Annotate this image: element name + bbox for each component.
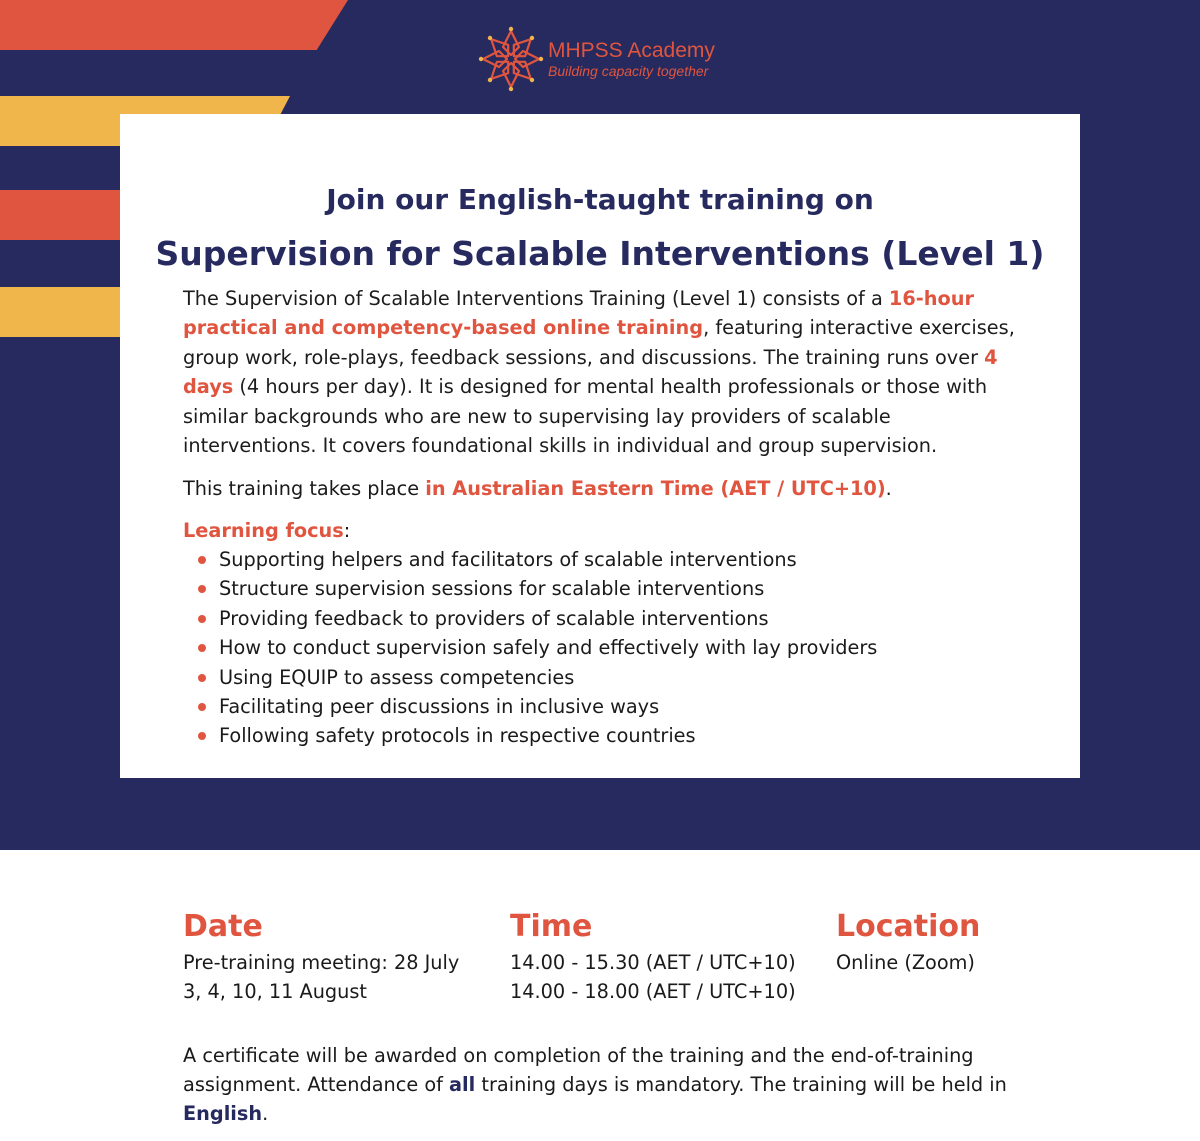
certificate-text-1: A certificate will be awarded on completion of the training and the end-of-training assignment. Attendance of: [183, 1044, 974, 1096]
description-highlight-duration: 16-hour practical and competency-based online training: [183, 287, 974, 340]
description-text-1: The Supervision of Scalable Interventions Training (Level 1) consists of a: [183, 287, 889, 310]
list-item-text: Supporting helpers and facilitators of scalable interventions: [219, 548, 797, 571]
time-section: [510, 906, 796, 1006]
decorative-stripe-coral-top: [0, 0, 348, 50]
certificate-text-3: .: [262, 1102, 269, 1125]
list-item: [183, 604, 877, 633]
certificate-emphasis-all: all: [449, 1073, 476, 1096]
bullet-icon: [198, 674, 206, 682]
list-item-text: Using EQUIP to assess competencies: [219, 665, 575, 689]
list-item: [183, 633, 877, 662]
training-description: [183, 284, 1023, 460]
bullet-icon: [198, 703, 206, 711]
learning-focus-label: Learning focus: [183, 519, 344, 542]
mhpss-academy-logo-mark-icon: [478, 26, 544, 92]
list-item-text: Following safety protocols in respective countries: [219, 724, 696, 748]
list-item-text: Providing feedback to providers of scalable interventions: [219, 606, 769, 630]
description-text-2: , featuring interactive exercises, group work, role-plays, feedback sessions, and discussions. The training runs over: [183, 316, 1015, 369]
timezone-prefix: This training takes place: [183, 477, 426, 500]
bullet-icon: [198, 644, 206, 652]
list-item: [183, 692, 877, 721]
learning-focus-colon: :: [343, 519, 351, 542]
training-info-card: [120, 114, 1080, 778]
location-section: [836, 906, 980, 977]
learning-focus-heading: [183, 516, 350, 545]
mhpss-academy-logo: [478, 26, 715, 92]
location-heading: Location: [836, 909, 981, 944]
logo-title: MHPSS Academy: [548, 39, 715, 62]
location-line: Online (Zoom): [836, 951, 975, 974]
description-text-3: (4 hours per day). It is designed for mental health professionals or those with similar backgrounds who are new to supervising lay providers of scalable interventions. It covers foundational skills in individual and group supervision.: [183, 375, 988, 458]
list-item-text: Structure supervision sessions for scalable interventions: [219, 577, 765, 601]
list-item-text: Facilitating peer discussions in inclusive ways: [219, 695, 660, 719]
training-title: Supervision for Scalable Interventions (Level 1): [155, 234, 1045, 273]
list-item: [183, 721, 877, 750]
description-highlight-days: 4 days: [183, 345, 998, 399]
list-item: [183, 663, 877, 692]
time-heading: Time: [510, 909, 593, 944]
timezone-highlight: in Australian Eastern Time (AET / UTC+10): [425, 477, 886, 500]
date-line-pretraining: Pre-training meeting: 28 July: [183, 951, 460, 974]
date-section: [183, 906, 459, 1006]
list-item: [183, 574, 877, 603]
logo-tagline: Building capacity together: [548, 63, 709, 79]
certificate-note: [183, 1041, 1033, 1128]
list-item-text: How to conduct supervision safely and effectively with lay providers: [219, 636, 878, 660]
certificate-text-2: training days is mandatory. The training will be held in: [475, 1073, 1007, 1096]
list-item: [183, 545, 877, 574]
logo-text: [548, 39, 715, 79]
bullet-icon: [198, 615, 206, 623]
time-line-sessions: 14.00 - 18.00 (AET / UTC+10): [510, 980, 796, 1003]
date-heading: Date: [183, 909, 263, 944]
card-subheading: Join our English-taught training on: [326, 183, 874, 216]
time-line-pretraining: 14.00 - 15.30 (AET / UTC+10): [510, 951, 796, 974]
timezone-suffix: .: [885, 477, 892, 500]
bullet-icon: [198, 556, 206, 564]
bullet-icon: [198, 732, 206, 740]
date-line-sessions: 3, 4, 10, 11 August: [183, 980, 367, 1003]
bullet-icon: [198, 585, 206, 593]
timezone-note: [183, 474, 892, 503]
certificate-emphasis-english: English: [183, 1102, 263, 1125]
learning-focus-list: [183, 545, 877, 751]
